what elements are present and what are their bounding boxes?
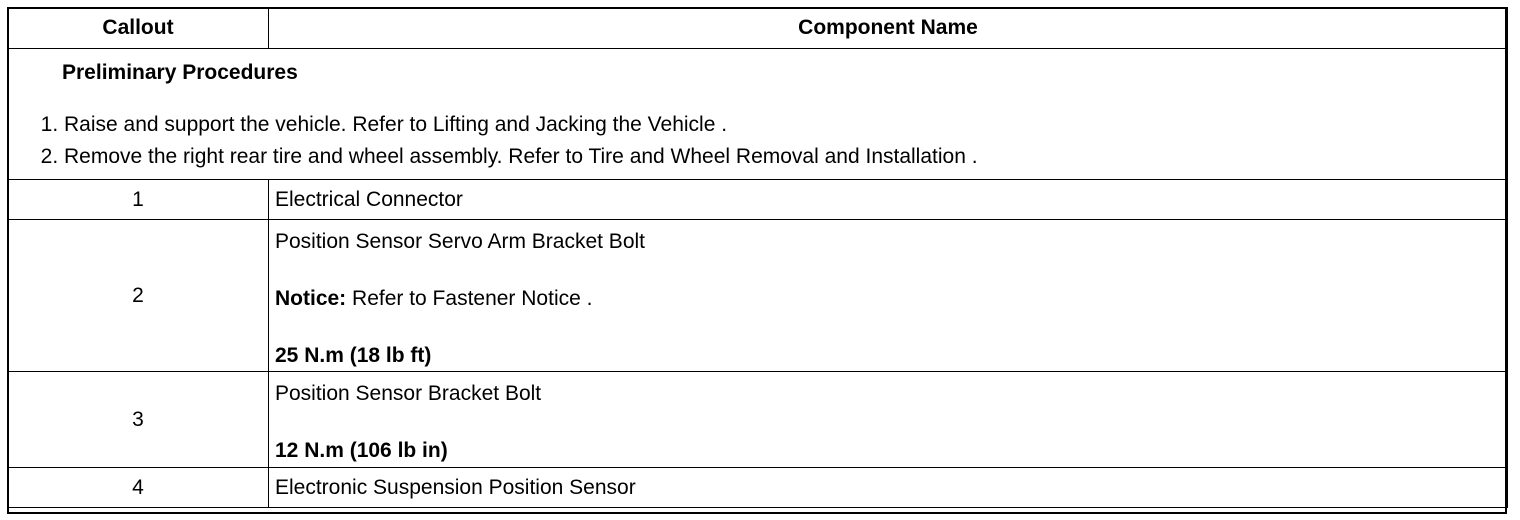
torque-spec: 25 N.m (18 lb ft) [275, 344, 432, 367]
table-outer-border [7, 7, 1507, 514]
notice-label: Notice: [275, 287, 347, 310]
callout-number: 4 [8, 468, 269, 508]
torque-spec: 12 N.m (106 lb in) [275, 439, 448, 462]
preliminary-step: 2. Remove the right rear tire and wheel assembly. Refer to Tire and Wheel Removal and Installation . [64, 141, 1507, 173]
notice-text: Refer to Fastener Notice . [346, 287, 593, 310]
component-name: Electronic Suspension Position Sensor [269, 468, 1508, 508]
callout-column-header: Callout [8, 8, 269, 49]
component-name: Position Sensor Bracket Bolt [275, 382, 542, 405]
callout-number: 2 [8, 220, 269, 372]
preliminary-procedures-title: Preliminary Procedures [62, 61, 298, 84]
component-name-column-header: Component Name [269, 8, 1508, 49]
component-name: Position Sensor Servo Arm Bracket Bolt [275, 230, 645, 253]
component-name: Electrical Connector [269, 180, 1508, 220]
callout-number: 3 [8, 372, 269, 468]
callout-number: 1 [8, 180, 269, 220]
preliminary-step: 1. Raise and support the vehicle. Refer to Lifting and Jacking the Vehicle . [64, 109, 1507, 141]
